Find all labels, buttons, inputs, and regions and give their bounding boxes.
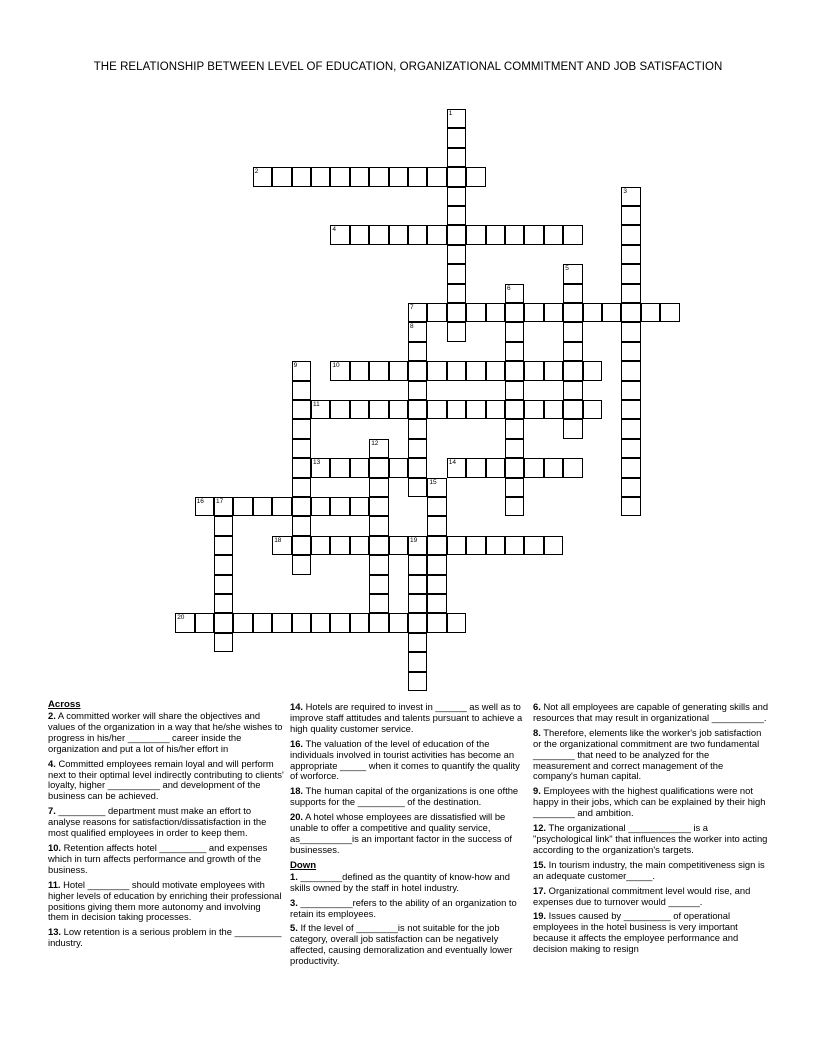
crossword-cell[interactable] (214, 594, 233, 613)
crossword-cell[interactable] (408, 361, 427, 380)
clue-text: Issues caused by _________ of operational employees in the hotel business is very important because it affects the employee performance and decision making to resign (533, 910, 739, 955)
crossword-cell[interactable] (466, 167, 485, 186)
clue-number-label: 17 (216, 498, 224, 505)
crossword-cell[interactable] (350, 225, 369, 244)
crossword-cell[interactable] (505, 381, 524, 400)
crossword-cell[interactable] (544, 225, 563, 244)
crossword-cell[interactable] (486, 458, 505, 477)
crossword-cell[interactable] (563, 284, 582, 303)
clue-number: 19. (533, 910, 547, 922)
crossword-cell[interactable] (389, 613, 408, 632)
crossword-cell[interactable] (233, 613, 252, 632)
clue-number: 14. (290, 701, 304, 712)
clue-number: 6. (533, 701, 541, 712)
crossword-cell[interactable] (369, 516, 388, 535)
crossword-cell[interactable] (524, 400, 543, 419)
crossword-cell[interactable] (195, 497, 214, 516)
crossword-cell[interactable] (330, 536, 349, 555)
crossword-cell[interactable] (369, 594, 388, 613)
clue-number: 2. (48, 710, 56, 721)
crossword-cell[interactable] (350, 458, 369, 477)
crossword-cell[interactable] (486, 361, 505, 380)
crossword-cell[interactable] (447, 128, 466, 147)
crossword-cell[interactable] (563, 361, 582, 380)
crossword-cell[interactable] (524, 361, 543, 380)
clue-number-label: 9 (293, 362, 298, 370)
clue-number: 7. (48, 805, 56, 817)
crossword-cell[interactable] (330, 497, 349, 516)
clue-number: 18. (290, 785, 304, 797)
crossword-cell[interactable] (214, 555, 233, 574)
crossword-cell[interactable] (427, 575, 446, 594)
crossword-cell[interactable] (214, 516, 233, 535)
clue-number: 12. (533, 822, 547, 834)
clue-text: Committed employees remain loyal and will perform next to their optimal level indirectly contributing to clients' loyalty, higher __________ and development of the business can be achieved. (48, 757, 284, 802)
crossword-cell[interactable] (369, 361, 388, 380)
crossword-cell[interactable] (563, 381, 582, 400)
crossword-cell[interactable] (369, 497, 388, 516)
crossword-cell[interactable] (292, 497, 311, 516)
crossword-cell[interactable] (563, 303, 582, 322)
clue-down-15 (533, 860, 769, 882)
crossword-cell[interactable] (621, 381, 640, 400)
crossword-cell[interactable] (447, 400, 466, 419)
crossword-cell[interactable] (214, 536, 233, 555)
clue-text: __________refers to the ability of an organization to retain its employees. (290, 896, 517, 919)
clue-number: 16. (290, 737, 304, 749)
clue-number: 20. (290, 811, 304, 823)
crossword-cell[interactable] (408, 633, 427, 652)
crossword-cell[interactable] (447, 361, 466, 380)
crossword-cell[interactable] (563, 419, 582, 438)
clue-across-16 (290, 739, 526, 783)
clue-across-10 (48, 843, 284, 876)
crossword-cell[interactable] (505, 400, 524, 419)
clue-down-3 (290, 898, 526, 920)
crossword-cell[interactable] (408, 303, 427, 322)
puzzle-title: THE RELATIONSHIP BETWEEN LEVEL OF EDUCATION, ORGANIZATIONAL COMMITMENT AND JOB SATISFACTION (93, 61, 723, 73)
crossword-cell[interactable] (583, 400, 602, 419)
crossword-cell[interactable] (311, 400, 330, 419)
crossword-cell[interactable] (408, 652, 427, 671)
crossword-cell[interactable] (214, 575, 233, 594)
crossword-cell[interactable] (427, 478, 446, 497)
clue-text: Low retention is a serious problem in the _________ industry. (48, 926, 282, 949)
clue-number: 3. (290, 896, 298, 908)
crossword-cell[interactable] (447, 167, 466, 186)
crossword-cell[interactable] (466, 303, 485, 322)
crossword-cell[interactable] (486, 225, 505, 244)
clue-number-label: 4 (332, 226, 337, 234)
crossword-cell[interactable] (427, 400, 446, 419)
crossword-cell[interactable] (447, 264, 466, 283)
clue-text: Employees with the highest qualifications were not happy in their jobs, which can be explained by their high ________ and ambition. (533, 785, 766, 819)
crossword-cell[interactable] (447, 187, 466, 206)
crossword-cell[interactable] (621, 361, 640, 380)
crossword-cell[interactable] (505, 303, 524, 322)
crossword-cell[interactable] (621, 478, 640, 497)
crossword-cell[interactable] (602, 303, 621, 322)
crossword-cell[interactable] (292, 419, 311, 438)
crossword-cell[interactable] (292, 536, 311, 555)
clue-number-label: 5 (565, 265, 569, 273)
clue-number-label: 19 (410, 536, 418, 544)
crossword-cell[interactable] (408, 342, 427, 361)
crossword-cell[interactable] (292, 381, 311, 400)
crossword-cell[interactable] (292, 361, 311, 380)
crossword-cell[interactable] (292, 516, 311, 535)
crossword-cell[interactable] (505, 361, 524, 380)
crossword-cell[interactable] (292, 458, 311, 477)
crossword-cell[interactable] (350, 400, 369, 419)
clue-column-3 (533, 702, 769, 959)
clue-number-label: 8 (410, 323, 414, 331)
clue-number: 9. (533, 785, 541, 797)
crossword-cell[interactable] (427, 303, 446, 322)
crossword-cell[interactable] (330, 167, 349, 186)
crossword-cell[interactable] (408, 439, 427, 458)
clue-down-12 (533, 823, 769, 856)
crossword-cell[interactable] (408, 167, 427, 186)
crossword-cell[interactable] (253, 613, 272, 632)
crossword-cell[interactable] (544, 536, 563, 555)
crossword-cell[interactable] (253, 497, 272, 516)
crossword-cell[interactable] (524, 303, 543, 322)
crossword-cell[interactable] (408, 400, 427, 419)
crossword-cell[interactable] (466, 361, 485, 380)
crossword-cell[interactable] (621, 439, 640, 458)
crossword-cell[interactable] (292, 167, 311, 186)
crossword-cell[interactable] (505, 322, 524, 341)
crossword-cell[interactable] (408, 225, 427, 244)
crossword-cell[interactable] (505, 536, 524, 555)
clue-number: 8. (533, 726, 541, 738)
crossword-cell[interactable] (311, 536, 330, 555)
crossword-cell[interactable] (524, 225, 543, 244)
crossword-cell[interactable] (621, 458, 640, 477)
clue-number-label: 13 (313, 459, 321, 467)
clue-down-6 (533, 702, 769, 724)
crossword-cell[interactable] (311, 167, 330, 186)
across-heading: Across (48, 699, 81, 710)
clue-text: Hotel ________ should motivate employees with higher levels of education by enriching their professional positions giving them more autonomy and involving them in decision taking processes. (48, 878, 282, 923)
crossword-cell[interactable] (486, 303, 505, 322)
crossword-cell[interactable] (408, 555, 427, 574)
crossword-cell[interactable] (369, 613, 388, 632)
crossword-cell[interactable] (583, 361, 602, 380)
crossword-cell[interactable] (369, 439, 388, 458)
crossword-cell[interactable] (408, 478, 427, 497)
crossword-cell[interactable] (427, 594, 446, 613)
clue-across-2 (48, 711, 284, 755)
crossword-cell[interactable] (621, 264, 640, 283)
crossword-cell[interactable] (486, 536, 505, 555)
crossword-cell[interactable] (292, 400, 311, 419)
crossword-cell[interactable] (389, 458, 408, 477)
crossword-cell[interactable] (621, 284, 640, 303)
crossword-cell[interactable] (621, 187, 640, 206)
clue-down-19 (533, 911, 769, 955)
crossword-cell[interactable] (563, 342, 582, 361)
clue-column-1 (48, 699, 284, 953)
clue-text: If the level of ________is not suitable for the job category, overall job satisfaction can be negatively affected, causing demoralization and eventually lower productivity. (290, 922, 513, 967)
crossword-cell[interactable] (447, 245, 466, 264)
crossword-cell[interactable] (408, 381, 427, 400)
crossword-cell[interactable] (350, 361, 369, 380)
crossword-cell[interactable] (408, 419, 427, 438)
clue-number: 10. (48, 841, 62, 853)
crossword-cell[interactable] (505, 458, 524, 477)
crossword-cell[interactable] (427, 225, 446, 244)
crossword-cell[interactable] (505, 497, 524, 516)
crossword-cell[interactable] (505, 439, 524, 458)
crossword-cell[interactable] (621, 497, 640, 516)
crossword-cell[interactable] (427, 361, 446, 380)
clue-across-4 (48, 759, 284, 803)
crossword-cell[interactable] (524, 458, 543, 477)
crossword-cell[interactable] (292, 439, 311, 458)
crossword-cell[interactable] (427, 516, 446, 535)
crossword-cell[interactable] (621, 342, 640, 361)
clue-text: Not all employees are capable of generating skills and resources that may result in organizational __________. (533, 701, 769, 723)
crossword-cell[interactable] (563, 264, 582, 283)
crossword-cell[interactable] (447, 206, 466, 225)
clue-number-label: 12 (371, 439, 379, 447)
crossword-cell[interactable] (621, 225, 640, 244)
crossword-cell[interactable] (524, 536, 543, 555)
clue-number-label: 1 (448, 110, 453, 117)
crossword-cell[interactable] (408, 322, 427, 341)
crossword-cell[interactable] (292, 478, 311, 497)
crossword-cell[interactable] (466, 225, 485, 244)
crossword-cell[interactable] (427, 167, 446, 186)
crossword-cell[interactable] (369, 555, 388, 574)
clue-text: Organizational commitment level would rise, and expenses due to turnover would ______. (533, 884, 751, 907)
crossword-cell[interactable] (330, 361, 349, 380)
crossword-cell[interactable] (621, 245, 640, 264)
clue-number: 17. (533, 884, 547, 896)
crossword-cell[interactable] (466, 536, 485, 555)
crossword-cell[interactable] (563, 400, 582, 419)
clue-text: Retention affects hotel _________ and expenses which in turn affects performance and growth of the business. (48, 841, 268, 875)
clue-number-label: 3 (623, 187, 628, 195)
crossword-cell[interactable] (427, 536, 446, 555)
clue-across-14 (290, 702, 526, 735)
clue-number: 5. (290, 922, 298, 934)
crossword-cell[interactable] (544, 361, 563, 380)
crossword-cell[interactable] (563, 458, 582, 477)
clue-text: Therefore, elements like the worker's job satisfaction or the organizational commitment are two fundamental ________ that need to be analyzed for the measurement and correct management of the company's human capital. (533, 726, 762, 782)
clue-number-label: 6 (507, 284, 511, 292)
crossword-cell[interactable] (369, 167, 388, 186)
clue-number-label: 10 (332, 362, 340, 370)
clue-column-2 (290, 702, 526, 971)
crossword-cell[interactable] (350, 613, 369, 632)
crossword-cell[interactable] (447, 613, 466, 632)
clue-number-label: 20 (177, 614, 185, 622)
crossword-cell[interactable] (641, 303, 660, 322)
down-heading: Down (290, 859, 317, 871)
crossword-cell[interactable] (389, 536, 408, 555)
crossword-cell[interactable] (408, 594, 427, 613)
clue-down-8 (533, 728, 769, 783)
crossword-cell[interactable] (447, 536, 466, 555)
crossword-cell[interactable] (660, 303, 679, 322)
crossword-cell[interactable] (253, 167, 272, 186)
clue-down-5 (290, 923, 526, 967)
crossword-cell[interactable] (272, 497, 291, 516)
clue-number: 4. (48, 757, 56, 769)
crossword-cell[interactable] (544, 458, 563, 477)
crossword-cell[interactable] (621, 419, 640, 438)
crossword-cell[interactable] (621, 303, 640, 322)
crossword-cell[interactable] (447, 303, 466, 322)
crossword-cell[interactable] (466, 400, 485, 419)
crossword-cell[interactable] (214, 497, 233, 516)
clue-across-13 (48, 927, 284, 949)
clue-number-label: 2 (254, 168, 259, 176)
clue-across-11 (48, 880, 284, 924)
crossword-cell[interactable] (447, 322, 466, 341)
crossword-cell[interactable] (369, 575, 388, 594)
clue-number: 15. (533, 858, 547, 870)
clue-down-9 (533, 786, 769, 819)
clue-text: The valuation of the level of education of the individuals involved in tourist activities has become an appropriate _____ when it comes to quantify the quality of worforce. (290, 737, 520, 782)
clue-number-label: 16 (196, 498, 204, 505)
clue-number-label: 18 (274, 536, 282, 544)
crossword-cell[interactable] (447, 148, 466, 167)
crossword-cell[interactable] (292, 555, 311, 574)
crossword-cell[interactable] (350, 497, 369, 516)
crossword-cell[interactable] (311, 497, 330, 516)
clue-text: Hotels are required to invest in ______ as well as to improve staff attitudes and talents pursuant to achieve a high quality customer service. (290, 701, 523, 734)
crossword-cell[interactable] (175, 613, 194, 632)
crossword-cell[interactable] (330, 400, 349, 419)
crossword-cell[interactable] (486, 400, 505, 419)
crossword-cell[interactable] (272, 167, 291, 186)
crossword-cell[interactable] (621, 400, 640, 419)
crossword-cell[interactable] (505, 225, 524, 244)
clue-text: ________defined as the quantity of know-how and skills owned by the staff in hotel industry. (290, 870, 510, 893)
crossword-cell[interactable] (350, 167, 369, 186)
clue-across-20 (290, 812, 526, 856)
crossword-cell[interactable] (369, 225, 388, 244)
crossword-cell[interactable] (408, 575, 427, 594)
crossword-cell[interactable] (292, 613, 311, 632)
crossword-cell[interactable] (544, 303, 563, 322)
crossword-cell[interactable] (195, 613, 214, 632)
crossword-cell[interactable] (563, 322, 582, 341)
clue-number: 13. (48, 926, 62, 938)
crossword-cell[interactable] (408, 536, 427, 555)
crossword-cell[interactable] (408, 458, 427, 477)
crossword-cell[interactable] (408, 613, 427, 632)
crossword-cell[interactable] (447, 225, 466, 244)
crossword-cell[interactable] (350, 536, 369, 555)
crossword-cell[interactable] (369, 400, 388, 419)
crossword-cell[interactable] (447, 458, 466, 477)
crossword-cell[interactable] (214, 613, 233, 632)
crossword-cell[interactable] (408, 672, 427, 691)
crossword-cell[interactable] (447, 284, 466, 303)
clue-down-17 (533, 886, 769, 908)
crossword-cell[interactable] (505, 478, 524, 497)
crossword-cell[interactable] (505, 284, 524, 303)
clue-text: _________ department must make an effort to analyse reasons for satisfaction/dissatisfaction in the most qualified employees in order to keep them. (48, 805, 267, 839)
crossword-cell[interactable] (427, 497, 446, 516)
clue-number: 1. (290, 870, 298, 882)
crossword-cell[interactable] (563, 225, 582, 244)
crossword-cell[interactable] (505, 419, 524, 438)
crossword-cell[interactable] (369, 478, 388, 497)
clue-number-label: 11 (313, 401, 320, 408)
crossword-cell[interactable] (466, 458, 485, 477)
crossword-cell[interactable] (389, 361, 408, 380)
crossword-cell[interactable] (369, 458, 388, 477)
clue-text: A hotel whose employees are dissatisfied will be unable to offer a competitive and quality service, as__________is an important factor in the success of businesses. (290, 811, 513, 855)
crossword-cell[interactable] (544, 400, 563, 419)
crossword-cell[interactable] (621, 322, 640, 341)
crossword-cell[interactable] (389, 400, 408, 419)
clue-across-18 (290, 786, 526, 808)
crossword-cell[interactable] (621, 206, 640, 225)
crossword-cell[interactable] (427, 555, 446, 574)
clue-down-1 (290, 872, 526, 894)
crossword-cell[interactable] (272, 536, 291, 555)
crossword-cell[interactable] (233, 497, 252, 516)
clue-number: 11. (48, 878, 61, 890)
crossword-cell[interactable] (505, 342, 524, 361)
clue-text: In tourism industry, the main competitiveness sign is an adequate customer_____. (533, 858, 765, 881)
clue-text: The human capital of the organizations is one ofthe supports for the _________ of the destination. (290, 785, 519, 808)
crossword-cell[interactable] (389, 167, 408, 186)
crossword-cell[interactable] (330, 613, 349, 632)
crossword-cell[interactable] (311, 613, 330, 632)
crossword-cell[interactable] (389, 225, 408, 244)
crossword-cell[interactable] (330, 458, 349, 477)
clue-number-label: 7 (410, 304, 414, 311)
clue-number-label: 14 (448, 459, 457, 467)
crossword-cell[interactable] (427, 613, 446, 632)
crossword-cell[interactable] (369, 536, 388, 555)
crossword-cell[interactable] (447, 109, 466, 128)
crossword-cell[interactable] (330, 225, 349, 244)
crossword-cell[interactable] (214, 633, 233, 652)
crossword-cell[interactable] (583, 303, 602, 322)
clue-across-7 (48, 806, 284, 839)
clue-number-label: 15 (429, 478, 437, 486)
crossword-cell[interactable] (272, 613, 291, 632)
clue-text: The organizational ____________ is a "psychological link" that influences the worker into acting according to the organization's targets. (533, 822, 768, 855)
crossword-cell[interactable] (311, 458, 330, 477)
clue-text: A committed worker will share the objectives and values of the organization in a way that he/she wishes to progress in his/her ________ career inside the organization and put a lot of his/her effort in (48, 710, 283, 754)
